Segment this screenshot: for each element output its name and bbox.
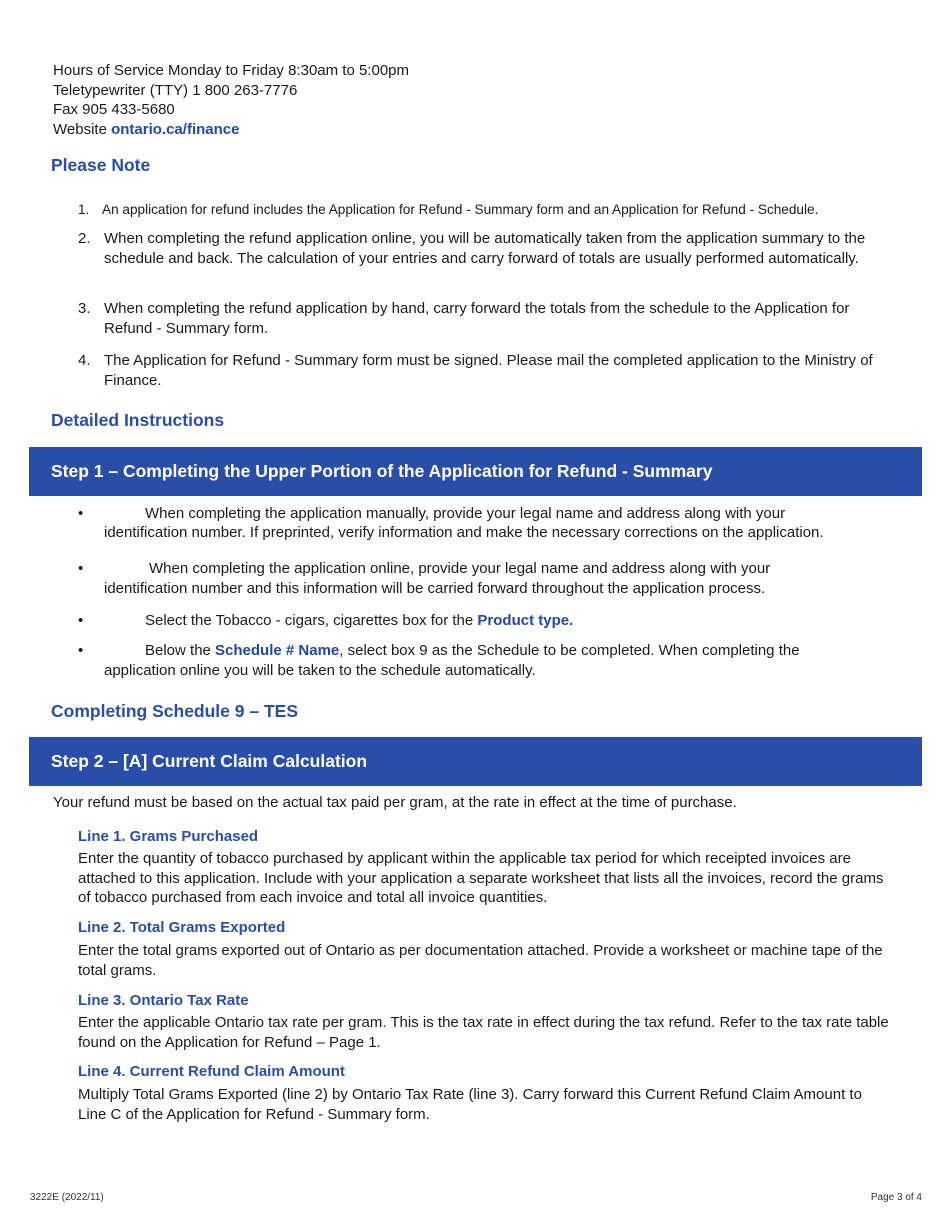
bullet-icon: • bbox=[78, 560, 84, 577]
step1-bullet-1-line1: When completing the application manually, provide your legal name and address along with your bbox=[145, 505, 786, 522]
step1-title: Step 1 – Completing the Upper Portion of the Application for Refund - Summary bbox=[51, 461, 713, 481]
line2-text: Enter the total grams exported out of Ontario as per documentation attached. Provide a worksheet or machine tape of the total grams. bbox=[78, 942, 883, 979]
step1-banner bbox=[29, 447, 922, 496]
step1-bullet-1-line2: identification number. If preprinted, verify information and make the necessary corrections on the application. bbox=[104, 524, 824, 541]
step2-intro: Your refund must be based on the actual tax paid per gram, at the rate in effect at the time of purchase. bbox=[53, 794, 737, 811]
fax-number: Fax 905 433-5680 bbox=[53, 101, 175, 119]
please-note-heading: Please Note bbox=[51, 155, 151, 175]
website-link[interactable]: ontario.ca/finance bbox=[111, 120, 240, 138]
note-item-1: 1. An application for refund includes the Application for Refund - Summary form and an Application for Refund - Schedule. bbox=[78, 202, 819, 217]
form-id: 3222E (2022/11) bbox=[30, 1192, 104, 1203]
line4-text: Multiply Total Grams Exported (line 2) by Ontario Tax Rate (line 3). Carry forward this Current Refund Claim Amount to Line C of the Application for Refund - Summary form. bbox=[78, 1086, 862, 1123]
detailed-instructions-heading: Detailed Instructions bbox=[51, 410, 225, 430]
website-line bbox=[53, 120, 409, 140]
note-item-2: 2. When completing the refund application online, you will be automatically taken from the application summary to the schedule and back. The calculation of your entries and carry forward of totals are usually performed automatically. bbox=[78, 230, 866, 267]
bullet-icon: • bbox=[78, 642, 84, 659]
hours-of-service: Hours of Service Monday to Friday 8:30am to 5:00pm bbox=[53, 62, 410, 79]
schedule-9-heading: Completing Schedule 9 – TES bbox=[51, 701, 298, 721]
contact-info bbox=[53, 61, 409, 139]
step1-bullet-3: Select the Tobacco - cigars, cigarettes box for the Product type. bbox=[145, 612, 574, 629]
note-item-4: 4. The Application for Refund - Summary form must be signed. Please mail the completed application to the Ministry of Finance. bbox=[78, 352, 873, 389]
bullet-icon: • bbox=[78, 505, 84, 522]
step2-banner bbox=[29, 737, 922, 786]
line4-heading: Line 4. Current Refund Claim Amount bbox=[78, 1063, 345, 1080]
step1-bullet-2-line2: identification number and this information will be carried forward throughout the application process. bbox=[104, 580, 766, 597]
step1-bullet-4-line2: application online you will be taken to the schedule automatically. bbox=[104, 662, 536, 679]
line2-heading: Line 2. Total Grams Exported bbox=[78, 919, 286, 936]
note-item-3: 3. When completing the refund application by hand, carry forward the totals from the schedule to the Application for Refund - Summary form. bbox=[78, 300, 850, 337]
page-number: Page 3 of 4 bbox=[870, 1192, 922, 1203]
step1-bullet-2-line1: When completing the application online, provide your legal name and address along with your bbox=[149, 560, 771, 577]
bullet-icon: • bbox=[78, 612, 84, 629]
line3-heading: Line 3. Ontario Tax Rate bbox=[78, 992, 249, 1009]
website-label: Website bbox=[53, 120, 112, 138]
step2-title: Step 2 – [A] Current Claim Calculation bbox=[51, 751, 368, 771]
line1-heading: Line 1. Grams Purchased bbox=[78, 828, 259, 845]
line3-text: Enter the applicable Ontario tax rate per gram. This is the tax rate in effect during the tax refund. Refer to the tax rate table found on the Application for Refund – Page 1. bbox=[78, 1014, 889, 1051]
step1-bullet-4-line1: Below the Schedule # Name, select box 9 as the Schedule to be completed. When completing the bbox=[145, 642, 800, 659]
schedule-name-link[interactable]: Schedule # Name bbox=[215, 642, 340, 659]
product-type-link[interactable]: Product type. bbox=[477, 612, 574, 629]
line1-text: Enter the quantity of tobacco purchased by applicant within the applicable tax period for which receipted invoices are attached to this application. Include with your application a separate worksheet that lists all the invoices, record the grams of tobacco purchased from each invoice and total all invoice quantities. bbox=[78, 850, 884, 907]
tty-number: Teletypewriter (TTY) 1 800 263-7776 bbox=[53, 81, 298, 99]
